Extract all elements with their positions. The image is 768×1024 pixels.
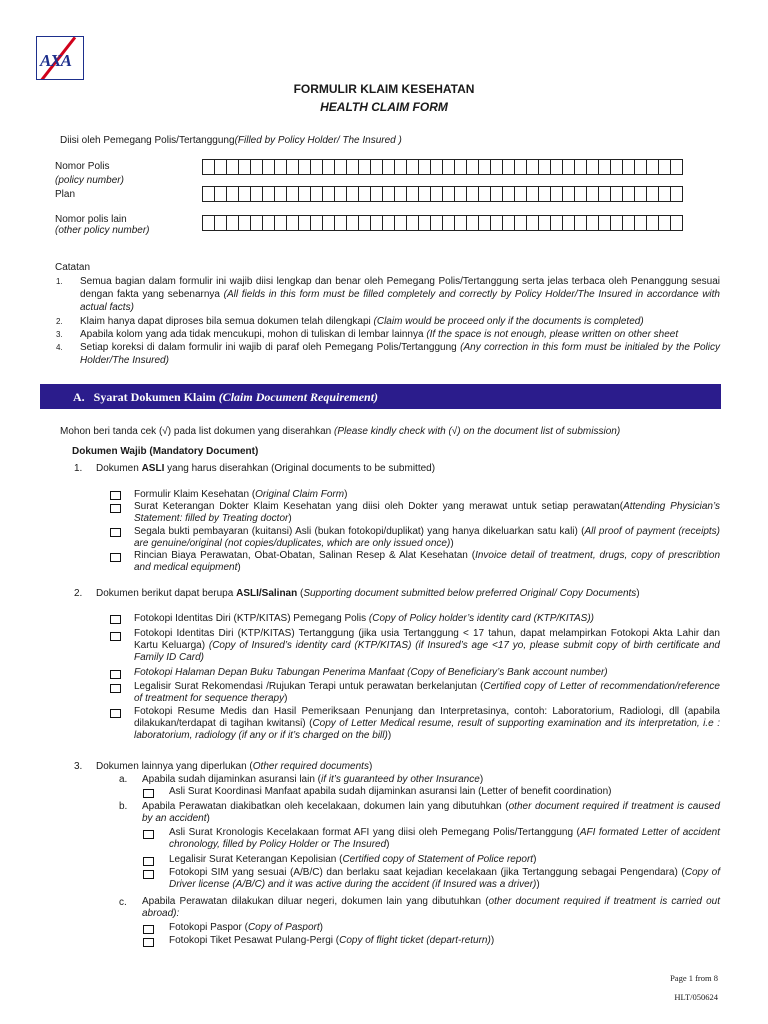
doc-item: Legalisir Surat Keterangan Kepolisian (Certified copy of Statement of Police report) [169, 854, 537, 865]
checkbox[interactable] [110, 528, 121, 537]
checkbox[interactable] [110, 684, 121, 693]
checkbox[interactable] [110, 709, 121, 718]
doc-item: Segala bukti pembayaran (kuitansi) Asli (bukan fotokopi/duplikat) yang hanya dikeluarkan satu kali) (All proof of payment (receipts) are genuine/original (not copies/duplicates, which are only issued once)) [134, 526, 721, 549]
checkbox[interactable] [110, 504, 121, 513]
doc-item: Fotokopi Tiket Pesawat Pulang-Pergi (Copy of flight ticket (depart-return)) [169, 935, 495, 946]
note-item: Setiap koreksi di dalam formulir ini wajib di paraf oleh Pemegang Polis/Tertanggung (Any correction in this form must be initialed by the Policy Holder/The Insured) [80, 342, 721, 366]
other-policy-label: Nomor polis lain [55, 214, 127, 225]
sub-heading: Apabila sudah dijaminkan asuransi lain (if it’s guaranteed by other Insurance) [142, 774, 484, 785]
filled-by-note: Diisi oleh Pemegang Polis/Tertanggung(Filled by Policy Holder/ The Insured ) [60, 135, 402, 146]
other-policy-label-en: (other policy number) [55, 225, 150, 236]
character-box[interactable] [670, 215, 683, 231]
group3-heading: Dokumen lainnya yang diperlukan (Other required documents) [96, 761, 373, 772]
doc-item: Asli Surat Kronologis Kecelakaan format AFI yang diisi oleh Pemegang Polis/Tertanggung (AFI formated Letter of accident chronology, filled by Policy Holder or The Insured) [169, 827, 720, 850]
doc-item: Fotokopi Identitas Diri (KTP/KITAS) Pemegang Polis (Copy of Policy holder’s identity card (KTP/KITAS)) [134, 613, 594, 624]
checkbox[interactable] [110, 670, 121, 679]
group1-heading: Dokumen ASLI yang harus diserahkan (Original documents to be submitted) [96, 463, 436, 474]
doc-item: Formulir Klaim Kesehatan (Original Claim Form) [134, 489, 348, 500]
notes-heading: Catatan [55, 262, 91, 273]
doc-item: Asli Surat Koordinasi Manfaat apabila sudah dijaminkan asuransi lain (Letter of benefit coordination) [169, 786, 612, 797]
doc-item: Legalisir Surat Rekomendasi /Rujukan Terapi untuk perawatan berkelanjutan (Certified copy of Letter of recommendation/reference of treatment for sequence therapy) [134, 681, 720, 704]
note-number: 2. [56, 317, 63, 326]
form-title-en: HEALTH CLAIM FORM [320, 100, 448, 114]
doc-item: Fotokopi Resume Medis dan Hasil Pemeriksaan Penunjang dan Interpretasinya, contoh: Laboratorium, Radiologi, dll (apabila dilakukan/terdapat di tagihan kwitansi) (Copy of Letter Medical resume, result of supporting examination and its interpretation, i.e : laboratorium, radiology (if any or if it’s charged on the bill)) [134, 706, 720, 741]
note-item: Apabila kolom yang ada tidak mencukupi, mohon di tuliskan di lembar lainnya (If the space is not enough, please written on other sheet [80, 329, 679, 340]
sub-letter: c. [119, 897, 127, 908]
character-box[interactable] [670, 159, 683, 175]
note-number: 3. [56, 330, 63, 339]
doc-item: Fotokopi Identitas Diri (KTP/KITAS) Tertanggung (jika usia Tertanggung < 17 tahun, dapat melampirkan Fotokopi Akta Lahir dan Kartu Keluarga) (Copy of Insured’s identity card (KTP/KITAS) (if Insured’s age <17 yo, please submit copy of birth certificate and Family ID Card) [134, 628, 720, 663]
mandatory-heading: Dokumen Wajib (Mandatory Document) [72, 446, 259, 457]
policy-number-label: Nomor Polis [55, 161, 110, 172]
doc-item: Fotokopi Halaman Depan Buku Tabungan Penerima Manfaat (Copy of Beneficiary’s Bank account number) [134, 667, 608, 678]
page-number: Page 1 from 8 [670, 973, 718, 983]
section-a-header: A. Syarat Dokumen Klaim (Claim Document Requirement) [40, 384, 721, 409]
doc-item: Surat Keterangan Dokter Klaim Kesehatan yang diisi oleh Dokter yang merawat untuk setiap perawatan(Attending Physician’s Statement: filled by Treating doctor) [134, 501, 720, 524]
note-item: Klaim hanya dapat diproses bila semua dokumen telah dilengkapi (Claim would be proceed only if the documents is completed) [80, 316, 644, 327]
character-box[interactable] [670, 186, 683, 202]
sub-letter: b. [119, 801, 128, 812]
checkbox[interactable] [110, 632, 121, 641]
group-number: 2. [74, 588, 83, 599]
doc-item: Fotokopi Paspor (Copy of Pasport) [169, 922, 323, 933]
checkbox[interactable] [143, 925, 154, 934]
sub-letter: a. [119, 774, 128, 785]
group-number: 1. [74, 463, 83, 474]
checkbox[interactable] [143, 857, 154, 866]
checkbox[interactable] [143, 938, 154, 947]
check-instruction: Mohon beri tanda cek (√) pada list dokumen yang diserahkan (Please kindly check with (√) on the document list of submission) [60, 426, 621, 437]
note-number: 4. [56, 343, 63, 352]
checkbox[interactable] [143, 830, 154, 839]
form-title: FORMULIR KLAIM KESEHATAN [293, 82, 475, 96]
doc-item: Rincian Biaya Perawatan, Obat-Obatan, Salinan Resep & Alat Kesehatan (Invoice detail of treatment, drugs, copy of prescribtion and medical equipment) [134, 550, 721, 573]
plan-boxes[interactable] [202, 186, 682, 202]
sub-heading: Apabila Perawatan dilakukan diluar negeri, dokumen lain yang dibutuhkan (other document required if treatment is carried out abroad): [142, 896, 720, 919]
checkbox[interactable] [110, 553, 121, 562]
form-code: HLT/050624 [674, 992, 718, 1002]
other-policy-boxes[interactable] [202, 215, 682, 231]
group2-heading: Dokumen berikut dapat berupa ASLI/Salinan (Supporting document submitted below preferred Original/ Copy Documents) [96, 588, 640, 599]
logo-text: AXA [40, 51, 72, 70]
policy-number-boxes[interactable] [202, 159, 682, 175]
policy-number-label-en: (policy number) [55, 175, 124, 186]
note-number: 1. [56, 277, 63, 286]
group-number: 3. [74, 761, 83, 772]
checkbox[interactable] [110, 491, 121, 500]
checkbox[interactable] [143, 870, 154, 879]
axa-logo [36, 36, 84, 80]
checkbox[interactable] [143, 789, 154, 798]
note-item: Semua bagian dalam formulir ini wajib diisi lengkap dan benar oleh Pemegang Polis/Tertanggung serta jelas terbaca oleh Penanggung sesuai dengan fakta yang sebenarnya (All fields in this form must be filled completely and correctly by Policy Holder/The Insured in accordance with actual facts) [80, 276, 720, 313]
sub-heading: Apabila Perawatan diakibatkan oleh kecelakaan, dokumen lain yang dibutuhkan (other document required if treatment is caused by an accident) [142, 801, 720, 824]
checkbox[interactable] [110, 615, 121, 624]
plan-label: Plan [55, 189, 76, 200]
doc-item: Fotokopi SIM yang sesuai (A/B/C) dan berlaku saat kejadian kecelakaan (jika Tertanggung sebagai Pengendara) (Copy of Driver license (A/B/C) and it was active during the accident (if Insured was a driver)) [169, 867, 720, 890]
